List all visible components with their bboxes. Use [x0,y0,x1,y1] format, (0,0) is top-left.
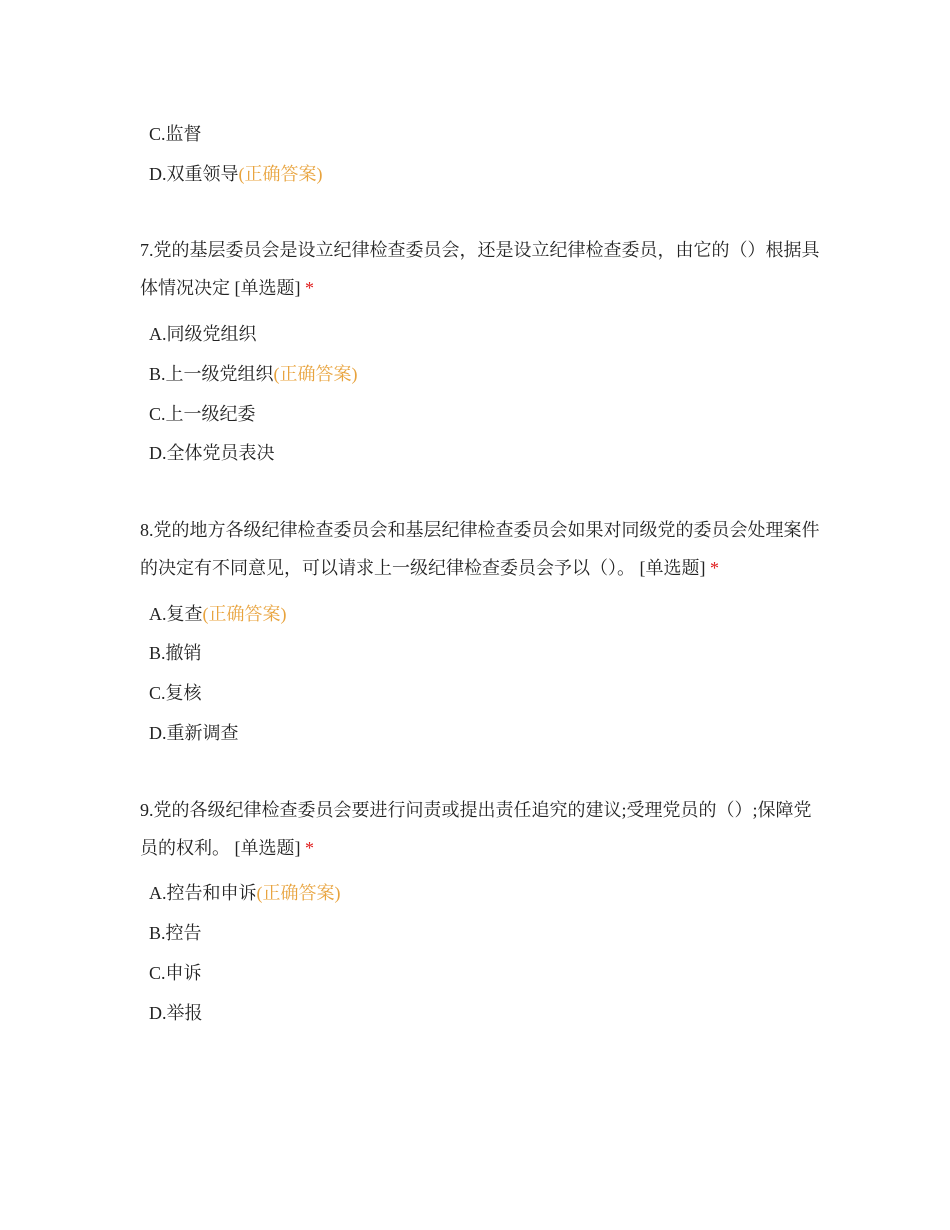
q8-option-d [149,721,239,745]
required-mark: * [305,838,314,858]
q6-option-d [149,162,323,186]
q9-question [140,791,820,867]
question-text: 7.党的基层委员会是设立纪律检查委员会，还是设立纪律检查委员，由它的（）根据具体情况决定 [140,240,820,298]
question-type: [单选题] [234,278,301,298]
option-label: C.监督 [149,124,202,144]
option-label: B.上一级党组织 [149,364,274,384]
option-label: C.复核 [149,683,202,703]
correct-answer-marker: (正确答案) [238,164,323,184]
required-mark: * [305,278,314,298]
question-type: [单选题] [639,558,706,578]
q7-option-a [149,322,257,346]
option-label: B.撤销 [149,643,202,663]
option-label: C.上一级纪委 [149,404,256,424]
q8-option-a [149,602,287,626]
option-label: B.控告 [149,923,202,943]
q7-question [140,231,820,307]
q9-option-c [149,961,202,985]
correct-answer-marker: (正确答案) [273,364,358,384]
correct-answer-marker: (正确答案) [202,604,287,624]
option-label: D.全体党员表决 [149,443,275,463]
required-mark: * [710,558,719,578]
q6-option-c [149,122,202,146]
q7-option-b [149,362,358,386]
q8-question [140,511,820,587]
question-text: 8.党的地方各级纪律检查委员会和基层纪律检查委员会如果对同级党的委员会处理案件的决定有不同意见，可以请求上一级纪律检查委员会予以（）。 [140,520,820,578]
option-label: A.控告和申诉 [149,883,257,903]
q7-option-d [149,441,275,465]
option-label: A.复查 [149,604,203,624]
option-label: D.举报 [149,1003,203,1023]
option-label: D.双重领导 [149,164,239,184]
q9-option-b [149,921,202,945]
q9-option-a [149,881,341,905]
question-type: [单选题] [234,838,301,858]
option-label: D.重新调查 [149,723,239,743]
q8-option-b [149,641,202,665]
correct-answer-marker: (正确答案) [256,883,341,903]
option-label: A.同级党组织 [149,324,257,344]
q9-option-d [149,1001,203,1025]
q7-option-c [149,402,256,426]
question-text: 9.党的各级纪律检查委员会要进行问责或提出责任追究的建议;受理党员的（）;保障党员的权利。 [140,800,812,858]
option-label: C.申诉 [149,963,202,983]
q8-option-c [149,681,202,705]
